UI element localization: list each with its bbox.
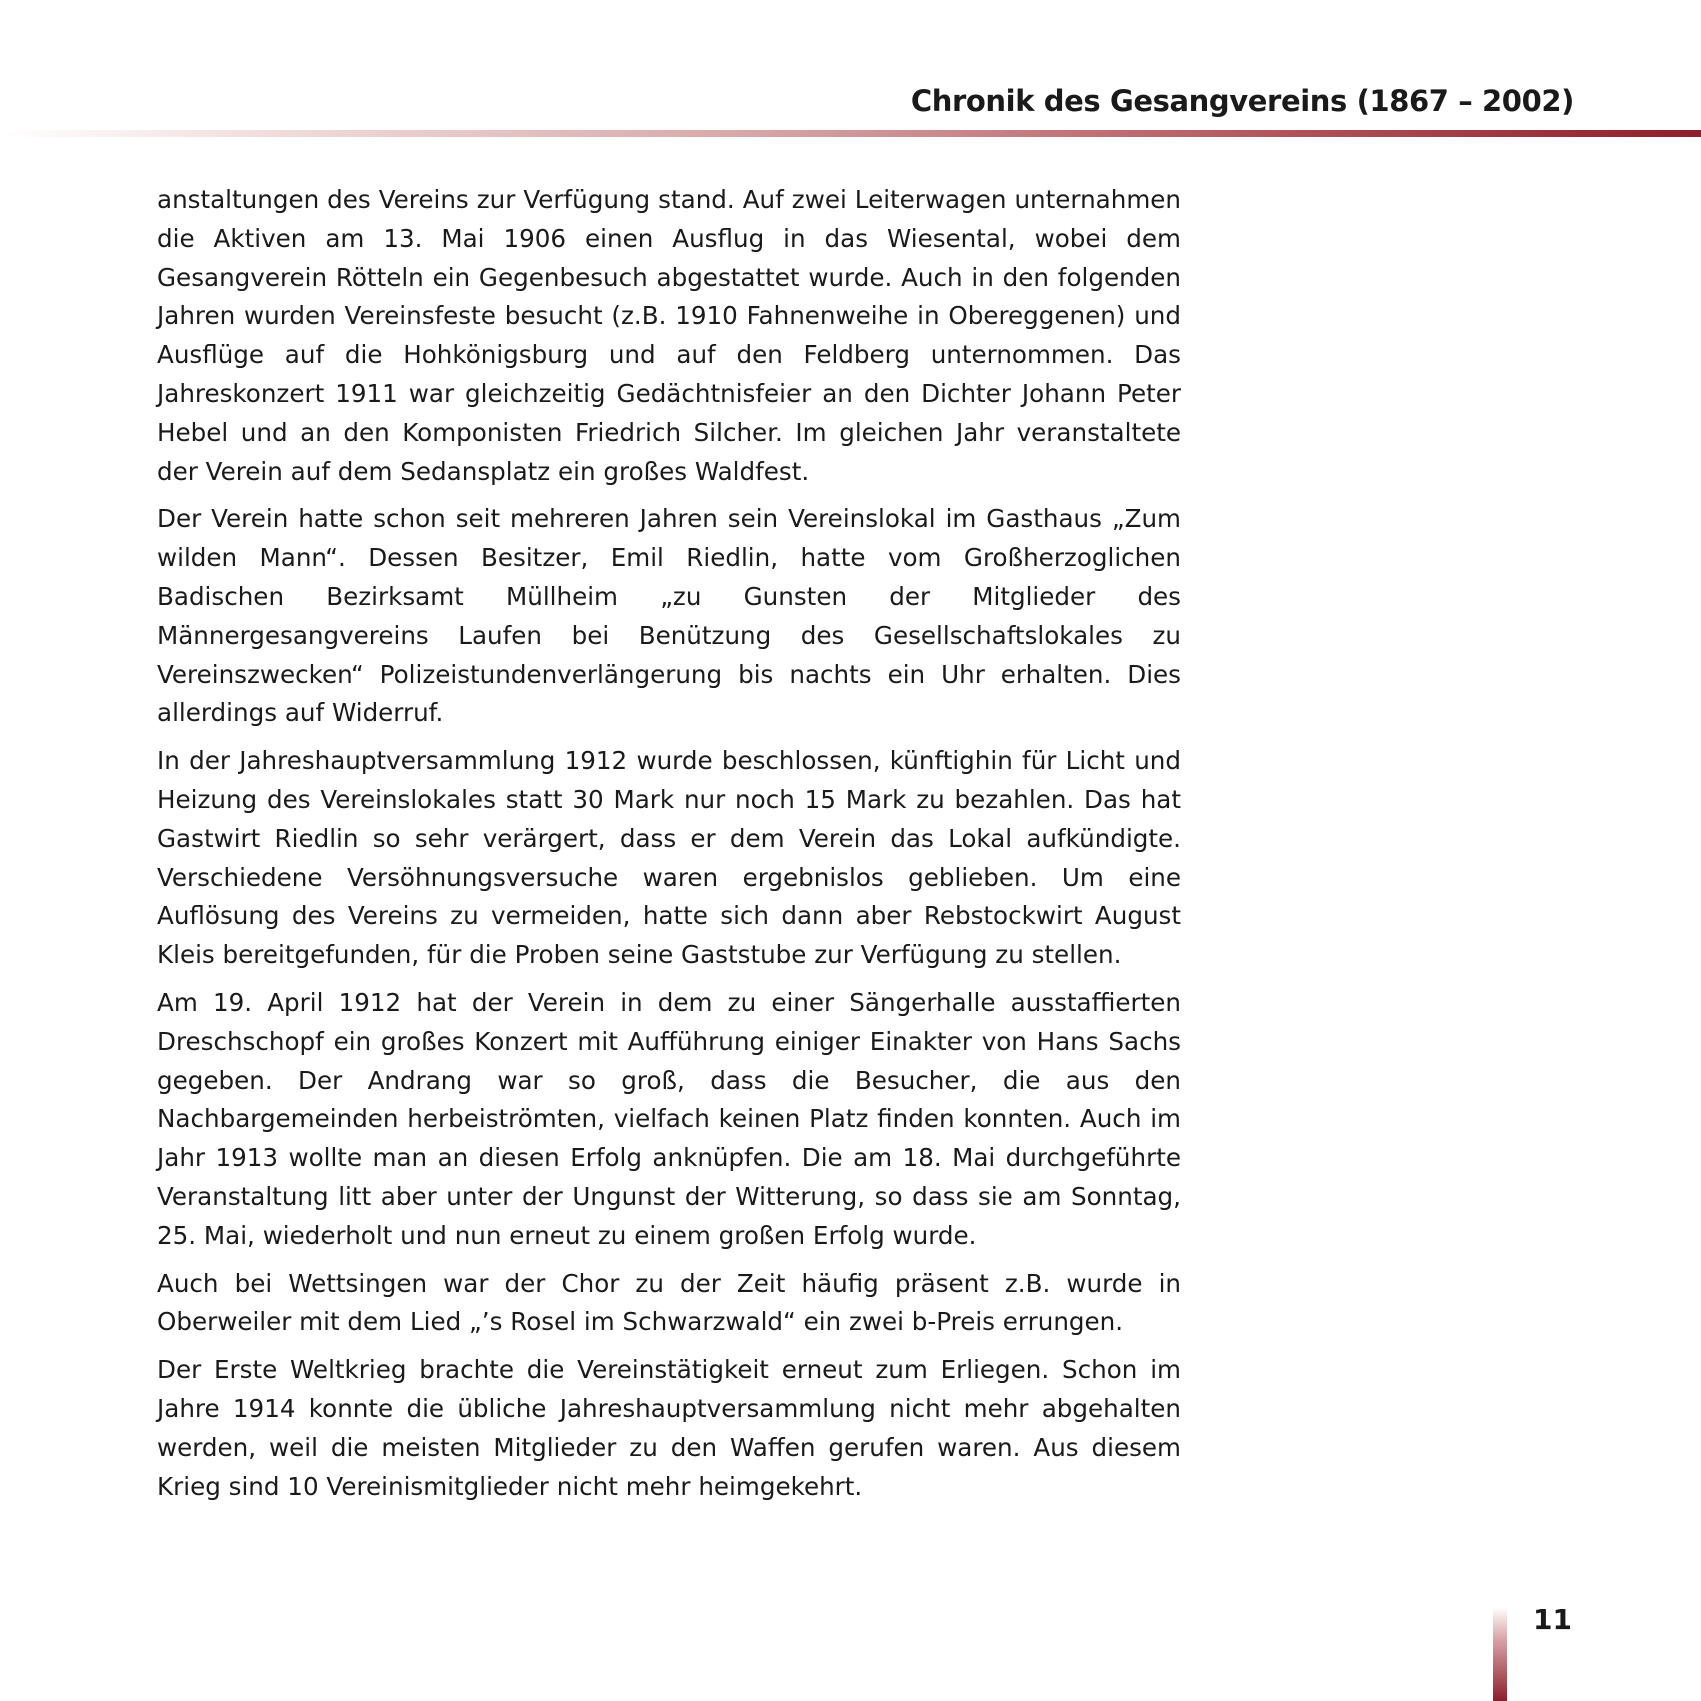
running-header-title: Chronik des Gesangvereins (1867 – 2002)	[910, 84, 1574, 118]
page-number: 11	[1533, 1603, 1572, 1636]
paragraph: In der Jahreshauptversammlung 1912 wurde beschlossen, künftighin für Licht und Heizung des Vereinslokales statt 30 Mark nur noch 15 Mark zu bezahlen. Das hat Gastwirt Riedlin so sehr verärgert, dass er dem Verein das Lokal aufkündigte. Verschiedene Versöhnungsversuche waren ergebnislos geblieben. Um eine Auflösung des Vereins zu vermeiden, hatte sich dann aber Rebstockwirt August Kleis bereitgefunden, für die Proben seine Gaststube zur Verfügung zu stellen.	[157, 746, 1181, 970]
paragraph: anstaltungen des Vereins zur Verfügung stand. Auf zwei Leiterwagen unternahmen die Aktiven am 13. Mai 1906 einen Ausflug in das Wiesental, wobei dem Gesangverein Rötteln ein Gegenbesuch abgestattet wurde. Auch in den folgenden Jahren wurden Vereinsfeste besucht (z.B. 1910 Fahnenweihe in Obereggenen) und Ausflüge auf die Hohkönigsburg und auf den Feldberg unternommen. Das Jahreskonzert 1911 war gleichzeitig Gedächtnisfeier an den Dichter Johann Peter Hebel und an den Komponisten Friedrich Silcher. Im gleichen Jahr veranstaltete der Verein auf dem Sedansplatz ein großes Waldfest.	[157, 185, 1181, 486]
body-text	[157, 181, 1181, 1515]
header-rule	[0, 130, 1701, 137]
paragraph: Am 19. April 1912 hat der Verein in dem zu einer Sängerhalle ausstaffierten Dreschschopf ein großes Konzert mit Aufführung einiger Einakter von Hans Sachs gegeben. Der Andrang war so groß, dass die Besucher, die aus den Nachbargemeinden herbeiströmten, vielfach keinen Platz finden konnten. Auch im Jahr 1913 wollte man an diesen Erfolg anknüpfen. Die am 18. Mai durchgeführte Veranstaltung litt aber unter der Ungunst der Witterung, so dass sie am Sonntag, 25. Mai, wiederholt und nun erneut zu einem großen Erfolg wurde.	[157, 987, 1181, 1250]
paragraph: Der Verein hatte schon seit mehreren Jahren sein Vereinslokal im Gasthaus „Zum wilden Mann“. Dessen Besitzer, Emil Riedlin, hatte vom Großherzoglichen Badischen Bezirksamt Müllheim „zu Gunsten der Mitglieder des Männergesangvereins Laufen bei Benützung des Gesellschaftslokales zu Vereinszwecken“ Polizeistundenverlängerung bis nachts ein Uhr erhalten. Dies allerdings auf Widerruf.	[157, 504, 1181, 728]
paragraph: Auch bei Wettsingen war der Chor zu der Zeit häufig präsent z.B. wurde in Oberweiler mit dem Lied „’s Rosel im Schwarzwald“ ein zwei b-Preis errungen.	[157, 1268, 1181, 1337]
page-number-bar	[1493, 1607, 1507, 1701]
paragraph: Der Erste Weltkrieg brachte die Vereinstätigkeit erneut zum Erliegen. Schon im Jahre 1914 konnte die übliche Jahreshauptversammlung nicht mehr abgehalten werden, weil die meisten Mitglieder zu den Waffen gerufen waren. Aus diesem Krieg sind 10 Vereinismitglieder nicht mehr heimgekehrt.	[157, 1355, 1181, 1501]
